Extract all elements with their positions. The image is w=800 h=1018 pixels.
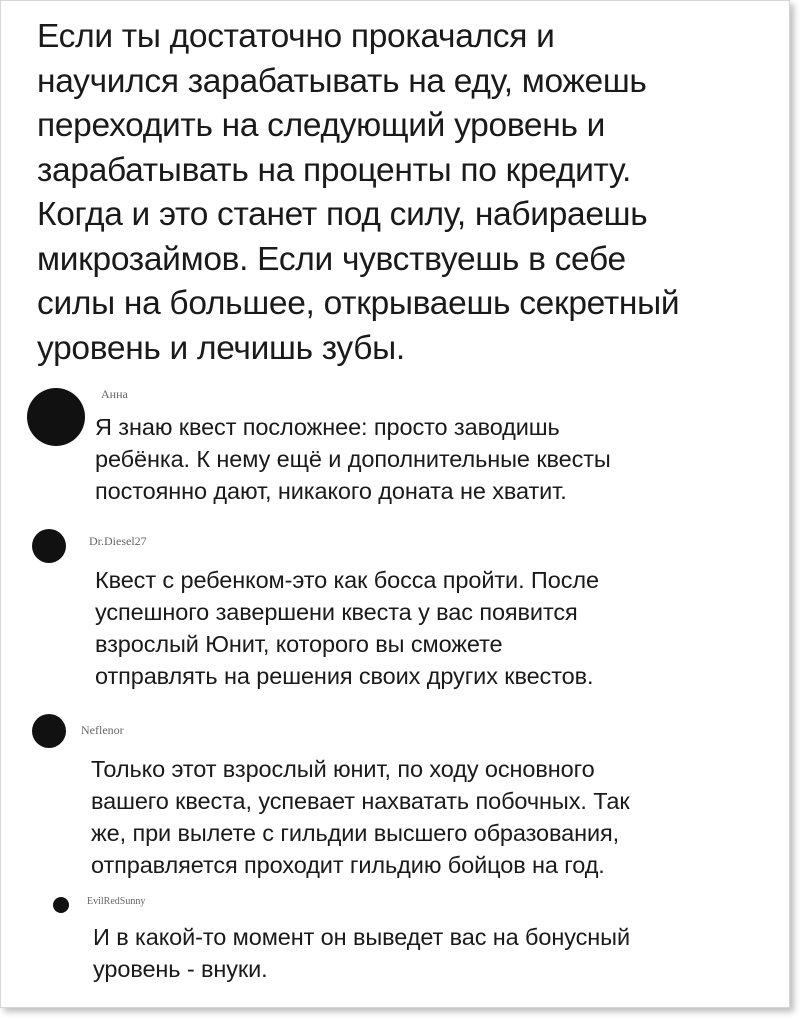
- post-line: Если ты достаточно прокачался и: [37, 18, 555, 55]
- comment-line: вашего квеста, успевает нахватать побочных. Так: [91, 788, 630, 814]
- comment-author[interactable]: Анна: [101, 387, 128, 401]
- comment-line: взрослый Юнит, которого вы сможете: [95, 631, 503, 657]
- post-line: зарабатывать на проценты по кредиту.: [37, 151, 632, 189]
- comment-author[interactable]: EvilRedSunny: [87, 896, 146, 907]
- comment-author[interactable]: Dr.Diesel27: [89, 534, 147, 548]
- post-text: [37, 15, 777, 371]
- comment-line: постоянно дают, никакого доната не хватит.: [95, 478, 567, 504]
- avatar[interactable]: [53, 897, 69, 913]
- post-line: переходить на следующий уровень и: [37, 107, 606, 144]
- comment-author[interactable]: Neflenor: [81, 723, 124, 737]
- comment-line: же, при вылете с гильдии высшего образования,: [91, 820, 620, 846]
- comment-line: уровень - внуки.: [93, 956, 268, 982]
- comment-line: отправлять на решения своих других квестов.: [95, 663, 594, 689]
- comment-line: ребёнка. К нему ещё и дополнительные квесты: [95, 446, 611, 472]
- avatar[interactable]: [32, 714, 66, 748]
- post-line: научился зарабатывать на еду, можешь: [37, 62, 647, 100]
- comment-text: [95, 411, 611, 507]
- comment-text: [93, 921, 630, 985]
- comment-text: [95, 564, 599, 692]
- comment-text: [91, 753, 630, 881]
- comment-line: Только этот взрослый юнит, по ходу основного: [91, 756, 595, 782]
- post-line: микрозаймов. Если чувствуешь в себе: [37, 240, 626, 278]
- comment-line: Квест с ребенком-это как босса пройти. После: [95, 567, 599, 593]
- comment-line: И в какой-то момент он выведет вас на бонусный: [93, 924, 630, 950]
- comment-line: отправляется проходит гильдию бойцов на год.: [91, 852, 605, 878]
- avatar[interactable]: [32, 529, 66, 563]
- post-line: уровень и лечишь зубы.: [37, 329, 405, 367]
- avatar[interactable]: [27, 388, 85, 446]
- comment-line: Я знаю квест посложнее: просто заводишь: [95, 414, 560, 440]
- post-line: силы на большее, открываешь секретный: [37, 285, 680, 322]
- comment-line: успешного завершени квеста у вас появится: [95, 599, 578, 625]
- post-line: Когда и это станет под силу, набираешь: [37, 196, 648, 233]
